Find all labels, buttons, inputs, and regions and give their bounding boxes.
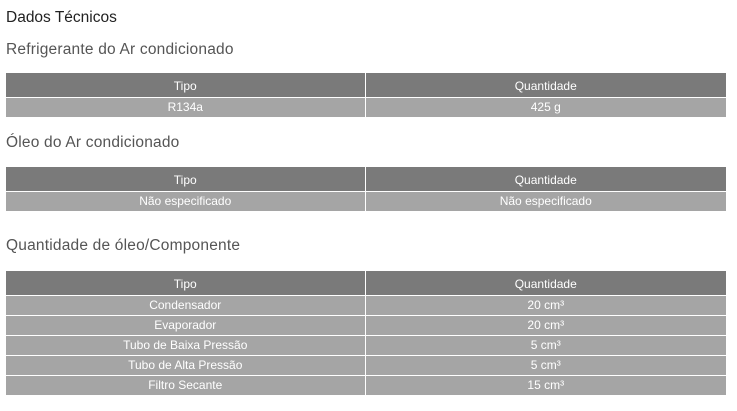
column-header-quantidade: Quantidade <box>365 167 726 191</box>
column-header-quantidade: Quantidade <box>365 73 726 97</box>
page-title: Dados Técnicos <box>6 9 117 26</box>
cell-quantidade: 15 cm³ <box>365 375 726 395</box>
table-header-row <box>6 271 726 295</box>
cell-quantidade: 425 g <box>365 97 726 117</box>
table-row <box>6 355 726 375</box>
cell-tipo: Tubo de Baixa Pressão <box>6 335 365 355</box>
table-row <box>6 295 726 315</box>
cell-quantidade: 20 cm³ <box>365 295 726 315</box>
cell-tipo: Tubo de Alta Pressão <box>6 355 365 375</box>
column-header-tipo: Tipo <box>6 271 365 295</box>
cell-tipo: Condensador <box>6 295 365 315</box>
table-row <box>6 97 726 117</box>
column-header-tipo: Tipo <box>6 167 365 191</box>
cell-quantidade: Não especificado <box>365 191 726 211</box>
table-row <box>6 191 726 211</box>
table-row <box>6 375 726 395</box>
oil-table <box>6 167 726 211</box>
cell-tipo: Não especificado <box>6 191 365 211</box>
table-header-row <box>6 167 726 191</box>
section-title-oil-per-component: Quantidade de óleo/Componente <box>6 237 241 254</box>
table-row <box>6 335 726 355</box>
column-header-quantidade: Quantidade <box>365 271 726 295</box>
refrigerant-table <box>6 73 726 117</box>
oil-per-component-table <box>6 271 726 395</box>
cell-quantidade: 5 cm³ <box>365 355 726 375</box>
section-title-refrigerant: Refrigerante do Ar condicionado <box>6 41 234 58</box>
cell-tipo: Evaporador <box>6 315 365 335</box>
cell-tipo: R134a <box>6 97 365 117</box>
cell-quantidade: 5 cm³ <box>365 335 726 355</box>
section-title-oil: Óleo do Ar condicionado <box>6 134 180 151</box>
cell-quantidade: 20 cm³ <box>365 315 726 335</box>
table-header-row <box>6 73 726 97</box>
column-header-tipo: Tipo <box>6 73 365 97</box>
cell-tipo: Filtro Secante <box>6 375 365 395</box>
table-row <box>6 315 726 335</box>
